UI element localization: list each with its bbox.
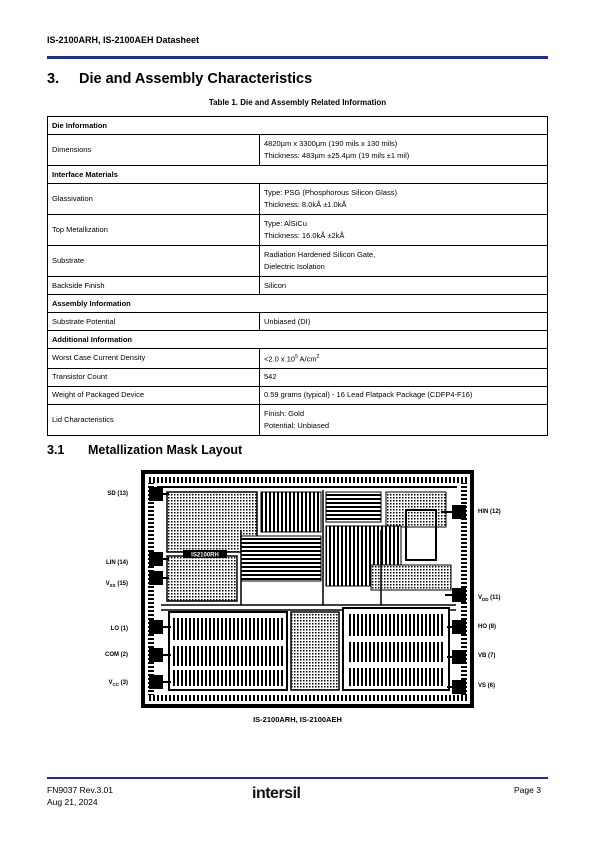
additional-heading: Additional Information — [48, 331, 548, 349]
substrate-line1: Radiation Hardened Silicon Gate, — [264, 250, 376, 259]
footer-date: Aug 21, 2024 — [47, 797, 98, 807]
pin-vcc-main: V — [108, 680, 113, 686]
lid-potential: Potential: Unbiased — [264, 420, 330, 430]
substrate-label: Substrate — [48, 246, 260, 277]
pin-vb-label: VB (7) — [478, 653, 496, 659]
table-row — [48, 313, 548, 331]
substrate-potential-value: Unbiased (DI) — [260, 313, 548, 331]
footer-doc-rev: FN9037 Rev.3.01 — [47, 785, 113, 795]
section-heading — [47, 71, 312, 87]
die-assembly-table — [47, 116, 548, 436]
pin-lin-label: LIN (14) — [105, 560, 128, 566]
pin-vs-label: VS (6) — [478, 683, 496, 689]
transistor-count-label: Transistor Count — [48, 368, 260, 386]
dimensions-value — [260, 135, 548, 166]
pin-ho-label: HO (8) — [478, 624, 496, 630]
pin-vss-num: (15) — [115, 581, 128, 587]
table-row — [48, 277, 548, 295]
header-rule — [47, 56, 548, 59]
lid-label: Lid Characteristics — [48, 404, 260, 435]
lid-finish: Finish: Gold — [264, 408, 305, 418]
backside-label: Backside Finish — [48, 277, 260, 295]
subsection-heading — [47, 443, 242, 457]
pin-com-label: COM (2) — [105, 652, 128, 658]
die-caption: IS-2100ARH, IS-2100AEH — [253, 715, 342, 724]
die-marking-text: IS2100RH — [191, 552, 219, 559]
glassivation-thickness: Thickness: 8.0kÅ ±1.0kÅ — [264, 200, 347, 209]
table-row — [48, 404, 548, 435]
table-caption: Table 1. Die and Assembly Related Information — [208, 98, 387, 107]
backside-value: Silicon — [260, 277, 548, 295]
dimensions-label: Dimensions — [48, 135, 260, 166]
transistor-count-value: 542 — [260, 368, 548, 386]
substrate-line2: Dielectric Isolation — [264, 262, 325, 271]
subsection-title: Metallization Mask Layout — [88, 443, 243, 457]
pin-vss-label — [68, 581, 128, 588]
pin-sd-label: SD (13) — [107, 491, 128, 497]
table-section-row — [48, 331, 548, 349]
table-section-row — [48, 295, 548, 313]
substrate-potential-label: Substrate Potential — [48, 313, 260, 331]
dimensions-thickness: Thickness: 483µm ±25.4µm (19 mils ±1 mil) — [264, 151, 410, 160]
dimensions-size: 4820µm x 3300µm (190 mils x 130 mils) — [264, 139, 398, 148]
footer-page: Page 3 — [514, 785, 541, 795]
table-row — [48, 386, 548, 404]
current-density-base: <2.0 x 10 — [264, 354, 296, 364]
current-density-label: Worst Case Current Density — [48, 349, 260, 369]
weight-label: Weight of Packaged Device — [48, 386, 260, 404]
pin-vdd-main: V — [478, 595, 483, 601]
section-number: 3. — [47, 71, 60, 87]
subsection-number: 3.1 — [47, 443, 65, 457]
top-metal-type: Type: AlSiCu — [264, 219, 307, 228]
substrate-value — [260, 246, 548, 277]
die-info-heading: Die Information — [48, 117, 548, 135]
pin-vcc-label — [68, 680, 128, 687]
table-row — [48, 246, 548, 277]
header-doc-title: IS-2100ARH, IS-2100AEH Datasheet — [47, 35, 200, 45]
pin-vcc-sub: CC — [112, 682, 119, 688]
current-density-unit: A/cm — [297, 354, 317, 364]
glassivation-value — [260, 184, 548, 215]
current-density-unit-exp: 2 — [316, 354, 320, 360]
top-metal-label: Top Metallization — [48, 215, 260, 246]
pin-lo-label: LO (1) — [110, 626, 128, 632]
pin-vdd-label — [478, 595, 501, 602]
table-row — [48, 349, 548, 369]
top-metal-value — [260, 215, 548, 246]
pin-vss-sub: SS — [109, 583, 116, 589]
footer-rule — [47, 777, 548, 779]
table-section-row — [48, 117, 548, 135]
intersil-logo: intersil — [252, 785, 301, 802]
current-density-exp: 5 — [295, 354, 298, 360]
pin-hin-label: HIN (12) — [478, 509, 501, 515]
weight-value: 0.59 grams (typical) - 16 Lead Flatpack Package (CDFP4-F16) — [260, 386, 548, 404]
current-density-value — [260, 349, 548, 369]
pin-vdd-sub: DD — [482, 597, 489, 603]
interface-heading: Interface Materials — [48, 166, 548, 184]
assembly-heading: Assembly Information — [48, 295, 548, 313]
section-title: Die and Assembly Characteristics — [79, 71, 313, 87]
table-row — [48, 135, 548, 166]
table-row — [48, 368, 548, 386]
glassivation-type: Type: PSG (Phosphorous Silicon Glass) — [264, 188, 397, 197]
pin-vdd-num: (11) — [488, 595, 501, 601]
die-metallization-image — [141, 470, 474, 708]
pin-vcc-num: (3) — [119, 680, 128, 686]
table-section-row — [48, 166, 548, 184]
pin-vss-main: V — [105, 581, 110, 587]
table-row — [48, 184, 548, 215]
top-metal-thickness: Thickness: 16.0kÅ ±2kÅ — [264, 231, 345, 240]
glassivation-label: Glassivation — [48, 184, 260, 215]
lid-value — [260, 404, 548, 435]
table-row — [48, 215, 548, 246]
